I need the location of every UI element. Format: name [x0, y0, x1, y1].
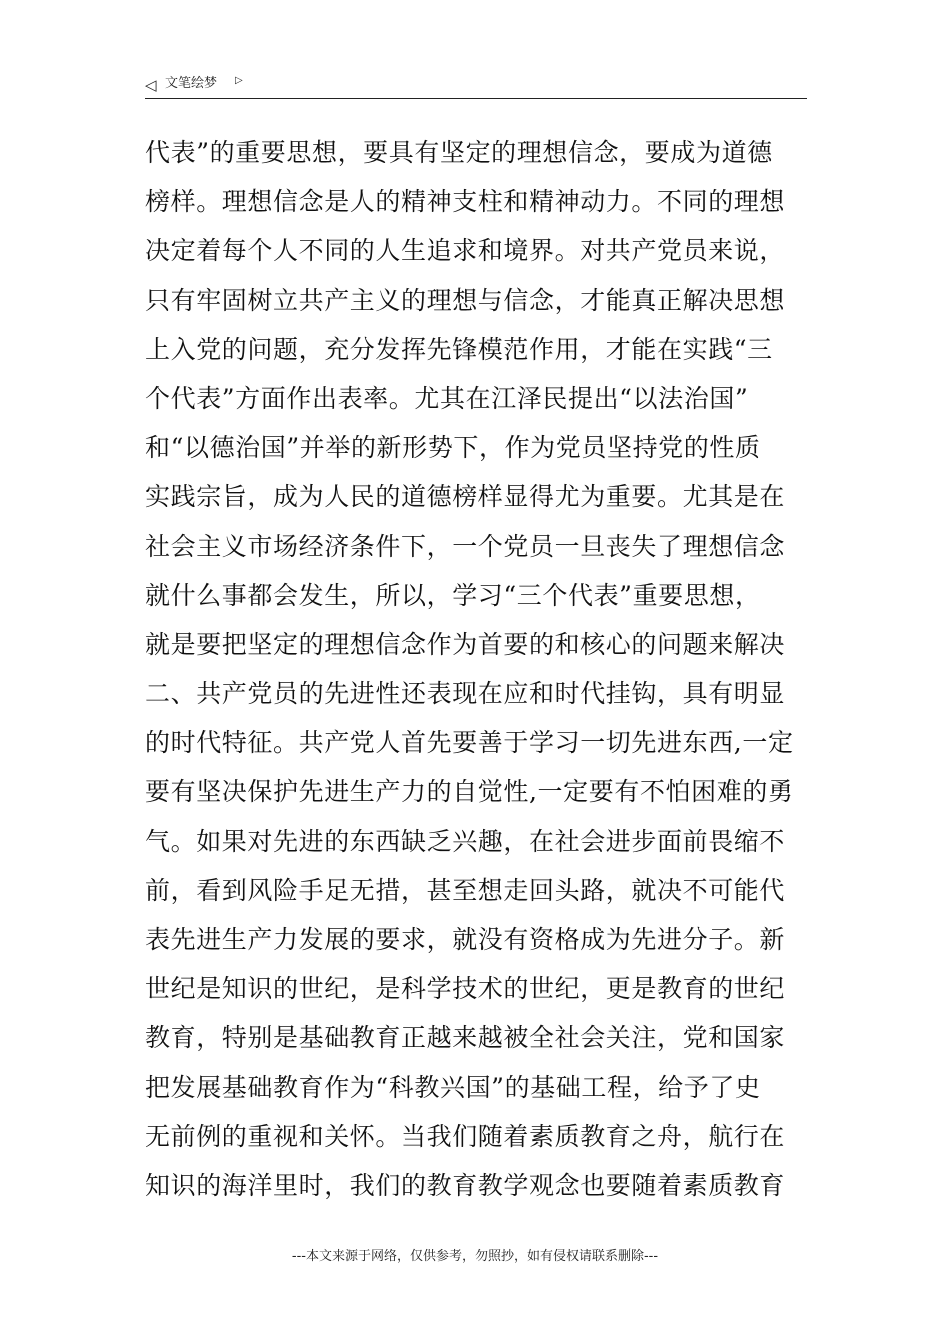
text-line: 就什么事都会发生，所以，学习“三个代表”重要思想，	[145, 580, 761, 610]
text-line: 实践宗旨，成为人民的道德榜样显得尤为重要。尤其是在	[145, 482, 786, 512]
text-line: 把发展基础教育作为“科教兴国”的基础工程，给予了史	[145, 1072, 761, 1102]
text-line: 代表”的重要思想，要具有坚定的理想信念，要成为道德	[145, 138, 773, 167]
text-line: 世纪是知识的世纪，是科学技术的世纪，更是教育的世纪	[145, 974, 786, 1004]
text-line: 要有坚决保护先进生产力的自觉性,一定要有不怕困难的勇	[145, 777, 794, 807]
header-title: 文笔绘梦	[165, 76, 218, 91]
document-body	[145, 128, 807, 1210]
text-line: 榜样。理想信念是人的精神支柱和精神动力。不同的理想	[145, 187, 786, 217]
triangle-right-icon: ▷	[235, 75, 243, 86]
triangle-left-icon: ◁	[145, 76, 157, 94]
text-line: 表先进生产力发展的要求，就没有资格成为先进分子。新	[145, 925, 786, 954]
text-line: 无前例的重视和关怀。当我们随着素质教育之舟，航行在	[145, 1121, 786, 1151]
text-line: 和“以德治国”并举的新形势下，作为党员坚持党的性质	[145, 433, 761, 463]
page-header	[145, 72, 807, 99]
page-footer: ---本文来源于网络，仅供参考，勿照抄，如有侵权请联系删除---	[291, 1249, 659, 1264]
text-line: 二、共产党员的先进性还表现在应和时代挂钩，具有明显	[145, 679, 786, 709]
text-line: 教育，特别是基础教育正越来越被全社会关注，党和国家	[145, 1023, 786, 1053]
text-line: 只有牢固树立共产主义的理想与信念，才能真正解决思想	[145, 285, 786, 315]
text-line: 上入党的问题，充分发挥先锋模范作用，才能在实践“三	[145, 334, 773, 364]
text-line: 气。如果对先进的东西缺乏兴趣，在社会进步面前畏缩不	[145, 826, 786, 856]
text-line: 知识的海洋里时，我们的教育教学观念也要随着素质教育	[145, 1170, 786, 1200]
text-line: 的时代特征。共产党人首先要善于学习一切先进东西,一定	[145, 728, 794, 758]
text-line: 个代表”方面作出表率。尤其在江泽民提出“以法治国”	[145, 383, 749, 413]
text-line: 决定着每个人不同的人生追求和境界。对共产党员来说，	[145, 236, 786, 266]
text-line: 就是要把坚定的理想信念作为首要的和核心的问题来解决	[145, 629, 786, 659]
text-line: 前，看到风险手足无措，甚至想走回头路，就决不可能代	[145, 875, 786, 905]
text-line: 社会主义市场经济条件下，一个党员一旦丧失了理想信念	[145, 531, 786, 561]
